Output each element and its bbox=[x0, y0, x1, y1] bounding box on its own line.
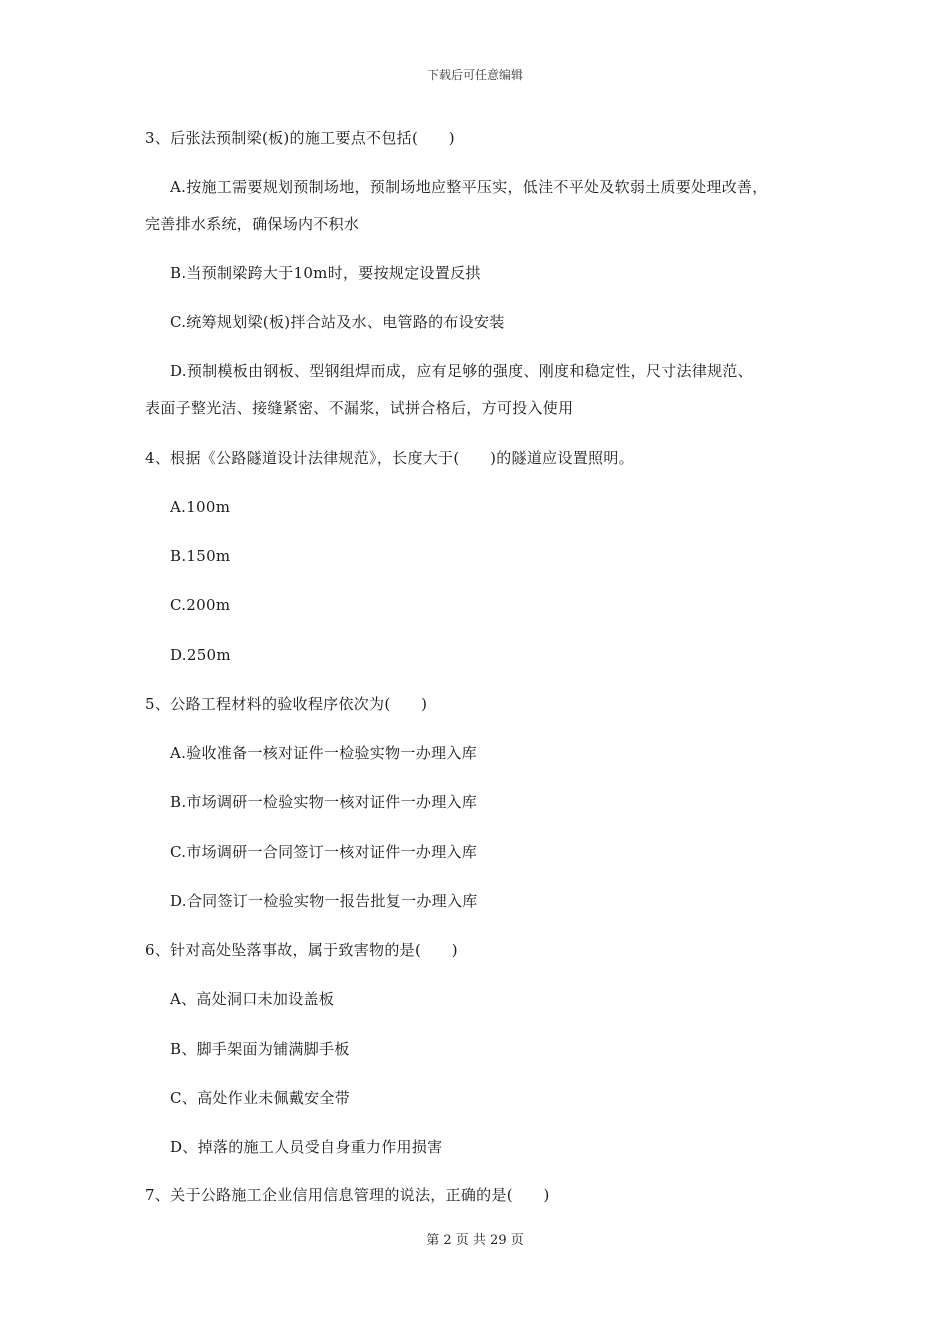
question-6-option-b: B、脚手架面为铺满脚手板 bbox=[170, 1040, 350, 1058]
question-5-option-a: A.验收准备一核对证件一检验实物一办理入库 bbox=[170, 744, 477, 762]
question-6-option-a: A、高处洞口未加设盖板 bbox=[170, 990, 335, 1008]
question-3-option-b: B.当预制梁跨大于10m时，要按规定设置反拱 bbox=[170, 264, 481, 282]
question-4-option-b: B.150m bbox=[170, 547, 231, 565]
question-3-stem: 3、后张法预制梁(板)的施工要点不包括( ) bbox=[145, 129, 455, 147]
page-footer: 第 2 页 共 29 页 bbox=[426, 1233, 524, 1248]
question-5-option-c: C.市场调研一合同签订一核对证件一办理入库 bbox=[170, 843, 478, 861]
question-4-option-d: D.250m bbox=[170, 646, 231, 664]
question-3-option-a-line2: 完善排水系统，确保场内不积水 bbox=[145, 215, 360, 233]
question-5-option-b: B.市场调研一检验实物一核对证件一办理入库 bbox=[170, 793, 478, 811]
question-6-option-c: C、高处作业未佩戴安全带 bbox=[170, 1089, 351, 1107]
page-header: 下载后可任意编辑 bbox=[426, 68, 523, 82]
question-3-option-d-line2: 表面子整光洁、接缝紧密、不漏浆，试拼合格后，方可投入使用 bbox=[145, 399, 574, 417]
question-3-option-d-line1: D.预制模板由钢板、型钢组焊而成，应有足够的强度、刚度和稳定性，尺寸法律规范、 bbox=[170, 362, 753, 380]
question-3-option-c: C.统筹规划梁(板)拌合站及水、电管路的布设安装 bbox=[170, 313, 505, 331]
question-6-option-d: D、掉落的施工人员受自身重力作用损害 bbox=[170, 1138, 443, 1156]
question-4-option-c: C.200m bbox=[170, 596, 231, 614]
question-3-option-a-line1: A.按施工需要规划预制场地，预制场地应整平压实，低洼不平处及软弱土质要处理改善， bbox=[170, 178, 768, 196]
question-5-stem: 5、公路工程材料的验收程序依次为( ) bbox=[145, 695, 428, 713]
question-4-stem: 4、根据《公路隧道设计法律规范》，长度大于( )的隧道应设置照明。 bbox=[145, 449, 634, 467]
question-5-option-d: D.合同签订一检验实物一报告批复一办理入库 bbox=[170, 892, 478, 910]
question-7-stem: 7、关于公路施工企业信用信息管理的说法，正确的是( ) bbox=[145, 1186, 550, 1204]
question-6-stem: 6、针对高处坠落事故，属于致害物的是( ) bbox=[145, 941, 458, 959]
question-4-option-a: A.100m bbox=[170, 498, 231, 516]
